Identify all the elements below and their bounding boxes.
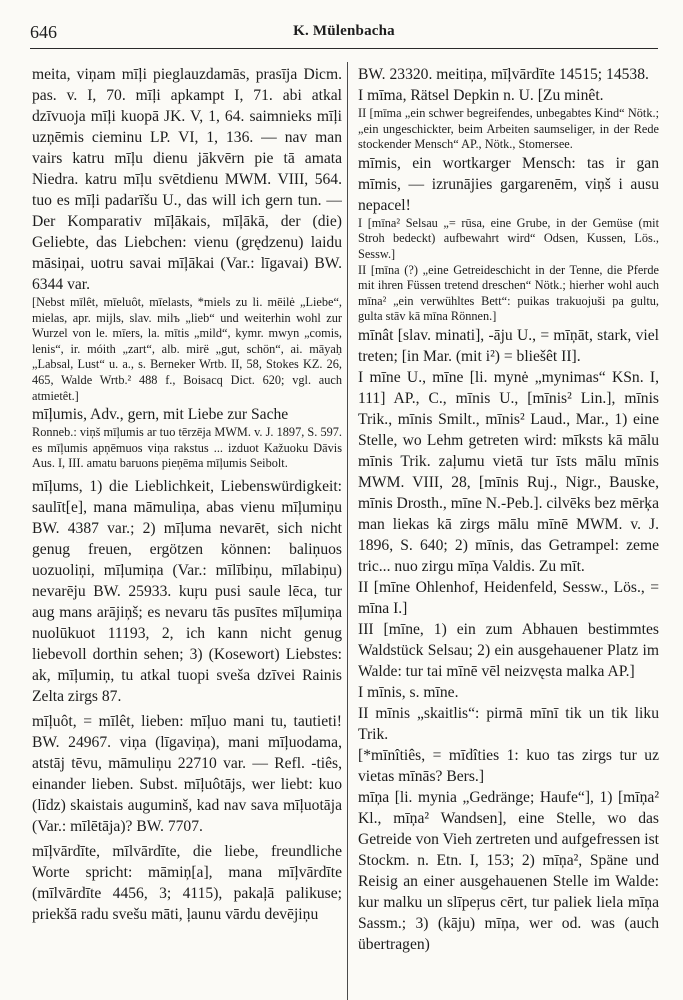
entry-paragraph: mīnât [slav. minati], -āju U., = mīņāt, stark, viel treten; [in Mar. (mit i²) = bliešêt II]. — [358, 326, 659, 365]
entry-paragraph: mīļvārdīte, mīlvārdīte, die liebe, freundliche Worte spricht: māmiņ[a], mana mīļvārdīte (mīlvārdīte 4456, 3; 4115), pakaļā palikuse; priekšā radu svešu māti, ļaunu vārdu devējiņu — [32, 842, 342, 923]
entry-paragraph: mīņa [li. mynia „Gedränge; Haufe“], 1) [mīņa² Kl., mīņa² Wandsen], eine Stelle, wo das Getreide von Vieh zertreten und aufgefressen ist Stockm. n. Etn. I, 153; 2) mīņa², Späne und Reisig an einer ausgehauenen Stelle im Walde: kur malku un slīpeŗus cērt, tur paliek liela mīņa Sassm.; 3) (kāju) mīņa, wer od. was (auch übertragen) — [358, 788, 659, 953]
note-paragraph: II [mīna (?) „eine Getreideschicht in der Tenne, die Pferde mit ihren Füssen tretend dreschen“ Nötk.; hierher wohl auch mīna² „ein verwühltes Bett“: puikas trakuojuši pa gultu, gulta stāv kā mīna Rönnen.] — [358, 262, 659, 324]
page-header — [30, 18, 658, 49]
entry-paragraph: II mīnis „skaitlis“: pirmā mīnī tik un tik liku Trik. — [358, 704, 659, 743]
entry-paragraph: mīmis, ein wortkarger Mensch: tas ir gan mīmis, — izrunājies gargarenēm, viņš i ausu nepacel! — [358, 154, 659, 214]
entry-paragraph: BW. 23320. meitiņa, mīļvārdīte 14515; 14538. — [358, 66, 649, 83]
entry-paragraph: mīļumis, Adv., gern, mit Liebe zur Sache — [32, 406, 289, 424]
entry-paragraph: mīļums, 1) die Lieblichkeit, Liebenswürdigkeit: saulīt[e], mana māmuliņa, abas vienu mīļumiņu BW. 4387 var.; 2) mīļuma nevarēt, sich nicht genug freuen, ergötzen können: baliņuos uozuoliņi, mīļumiņa (Var.: mīlībiņu, mīlabiņu) nevarēju BW. 25933. kuŗu pusi saule lēca, tur aug mans arājiņš; es nevaru tās pusītes mīļumiņa nuolūkuot 11193, 2, ich kann nicht genug liebevoll dorthin sehen; 3) (Kosewort) Liebstes: ak, mīļumiņ, tu atkal tuopi sveša dzīvei Rainis Zelta zirgs 87. — [32, 477, 342, 705]
note-paragraph: I [mīna² Selsau „= rūsa, eine Grube, in der Gemüse (mit Stroh bedeckt) aufbewahrt wird“ Odsen, Kussen, Lös., Sessw.] — [358, 215, 659, 261]
note-paragraph: [Nebst mīlêt, mīeluôt, mīelasts, *miels zu li. mēilė „Liebe“, mielas, apr. mijls, slav. milъ „lieb“ und weiterhin wohl zur Wurzel von le. mīers, la. mītis „mild“, kymr. mwyn „comis, lenis“, ir. móith „zart“, alb. mirë „gut, schön“, ai. māyaḥ „Labsal, Lust“ u. a., s. Berneker Wrtb. II, 58, Stokes KZ. 26, 465, Walde Wrtb.² 488 f., Boisacq Dict. 620; vgl. auch atmietêt.] — [32, 295, 342, 403]
note-paragraph: II [mīma „ein schwer begreifendes, unbegabtes Kind“ Nötk.; „ein ungeschickter, beim Arbeiten saumseliger, in der Rede stockender Mensch“ AP., Nötk., Stomersee. — [358, 106, 659, 152]
entry-paragraph: II [mīne Ohlenhof, Heidenfeld, Sessw., Lös., = mīna I.] — [358, 578, 659, 617]
page-number: 646 — [30, 22, 57, 42]
left-column — [32, 64, 342, 1000]
right-column — [358, 64, 659, 1000]
entry-paragraph: meita, viņam mīļi pieglauzdamās, prasīja Dicm. pas. v. I, 70. mīļi apkampt I, 71. abi atkal dzīvuoja mīļi kuopā JK. V, 1, 64. saimnieks mīļi uzņēmis cieminu LP. VI, 1, 136. — nav man vairs katru mīļu dienu jākvērn pie tā amata Niedra. katru mīļu svētdienu MWM. VIII, 564. tuo es mīļi padarīšu U., das will ich gern tun. — Der Komparativ mīļākais, mīļākā, der (die) Geliebte, das Liebchen: vienu (grędzenu) laidu māsiņai, uotru savai mīļākai (Var.: līgavai) BW. 6344 var. — [32, 66, 342, 293]
entry-paragraph: I mīma, Rätsel Depkin n. U. [Zu minêt. — [358, 87, 604, 104]
note-paragraph: Ronneb.: viņš mīļumis ar tuo tērzēja MWM. v. J. 1897, S. 597. es mīļumis apņēmuos viņa rakstus ... izduot Kažuoku Dāvis Aus. I, III. amatu baruons pieņēma mīļumis Seibolt. — [32, 425, 342, 471]
entry-paragraph: I mīne U., mīne [li. mynė „mynimas“ KSn. I, 111] AP., C., mīnis U., [mīnis² Lin.], mīnis Trik., mīnis Smilt., mīnis² Laud., Mar., 1) eine Stelle, wo Lehm getreten wird: mīksts kā mālu mīnis Trik. zaļumu vietā tur īsts mālu mīnis MWM. VIII, 28, [mīnis Ruj., Nigr., Bauske, mīnis Drosth., mīne N.-Peb.]. cilvēks bez mērķa man liekas kā zirgs mālu mīnē MWM. v. J. 1896, S. 640; 2) mīnis, das Getrampel: zeme tric... nuo zirgu mīņa Valdis. Zu mīt. — [358, 368, 659, 575]
running-head: K. Mülenbacha — [293, 23, 395, 39]
column-divider — [347, 62, 348, 1000]
entry-paragraph: [*mīnîtiês, = mīdîties 1: kuo tas zirgs tur uz vietas mīnās? Bers.] — [358, 746, 659, 785]
entry-paragraph: I mīnis, s. mīne. — [358, 683, 459, 701]
entry-paragraph: mīļuôt, = mīlêt, lieben: mīļuo mani tu, tautieti! BW. 24967. viņa (līgaviņa), mani mīļuodama, atstāj tēvu, māmuliņu 22710 var. — Refl. -tiês, einander lieben. Subst. mīļuôtājs, wer liebt: kuo (līdz) skaistais auguminš, kad nav sava mīļuotāja (Var.: mīlētāja)? BW. 7707. — [32, 712, 342, 835]
entry-paragraph: III [mīne, 1) ein zum Abhauen bestimmtes Waldstück Selsau; 2) ein ausgehauener Platz im Walde: tur tai mīnē vēl neizvęsta malka AP.] — [358, 620, 659, 680]
